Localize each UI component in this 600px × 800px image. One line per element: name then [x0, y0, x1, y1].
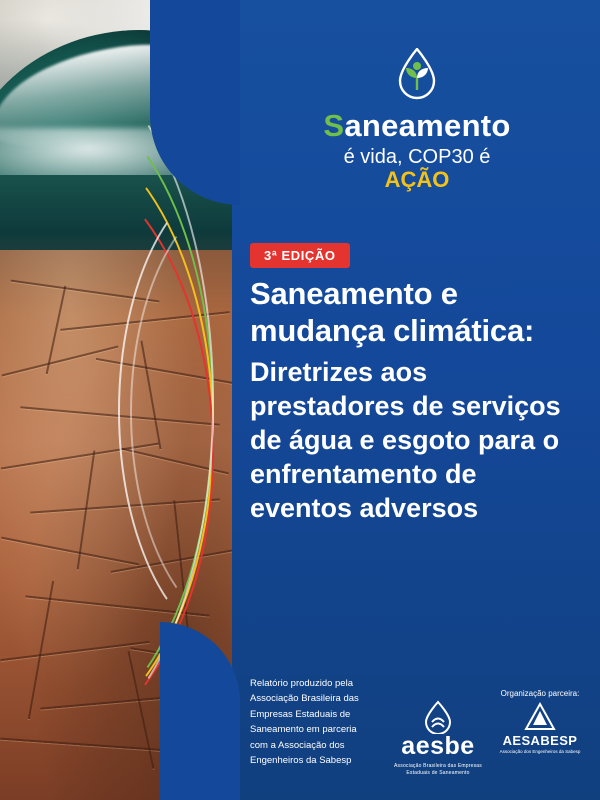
logo-subtitle-line2: AÇÃO	[384, 167, 450, 192]
logo-title-rest: aneamento	[344, 108, 511, 143]
credits-line-4: Saneamento em parceria	[250, 724, 357, 736]
headline-rest: Diretrizes aos prestadores de serviços de água e esgoto para o enfrentamento de eventos adversos	[250, 357, 561, 524]
logo-title	[252, 110, 582, 141]
credits-block	[250, 676, 390, 768]
cover-headline	[250, 276, 572, 525]
credits-line-1: Relatório produzido pela	[250, 678, 353, 689]
logo-subtitle	[252, 147, 582, 191]
water-drop-plant-icon	[395, 48, 439, 102]
aesbe-wordmark: aesbe	[401, 732, 475, 760]
partner-label: Organização parceira:	[500, 689, 580, 698]
aesbe-logo	[392, 700, 484, 778]
credits-line-5: com a Associação dos	[250, 739, 345, 751]
edition-badge: 3ª EDIÇÃO	[250, 243, 350, 268]
aesabesp-wordmark: AESABESP	[502, 733, 578, 748]
headline-strong: Saneamento e mudança climática:	[250, 276, 535, 348]
aesbe-subtitle-line1: Associação Brasileira das Empresas	[394, 763, 482, 769]
aesabesp-logo	[496, 702, 584, 755]
publication-logo	[252, 48, 582, 191]
credits-line-2: Associação Brasileira das	[250, 693, 359, 705]
logo-subtitle-line1: é vida, COP30 é	[343, 146, 491, 168]
logo-title-initial: S	[323, 108, 345, 143]
credits-line-6: Engenheiros da Sabesp	[250, 754, 352, 766]
aesbe-subtitle	[392, 763, 484, 778]
aesabesp-subtitle: Associação dos Engenheiros da Sabesp	[499, 749, 581, 754]
aesbe-subtitle-line2: Estaduais de Saneamento	[406, 770, 470, 777]
aesabesp-triangle-icon	[496, 702, 584, 732]
aesbe-drop-icon	[392, 700, 484, 734]
credits-line-3: Empresas Estaduais de	[250, 708, 351, 720]
